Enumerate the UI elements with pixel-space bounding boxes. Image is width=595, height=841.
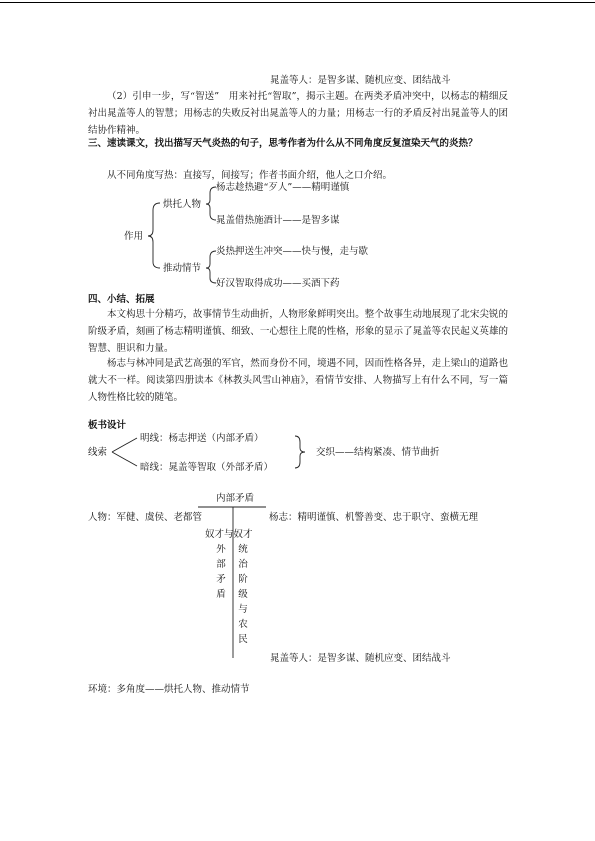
- board-people-right: 杨志：精明谨慎、机警善变、忠于职守、蛮横无理: [269, 512, 479, 523]
- board-servant-and-servant: 奴才与奴才: [205, 529, 253, 540]
- board-environment: 环境：多角度——烘托人物、推动情节: [88, 684, 250, 695]
- tree-leaf-yang-zhi-cautious: 杨志趁热避“歹人”——精明谨慎: [216, 182, 350, 193]
- section-4-heading: 四、小结、拓展: [88, 294, 155, 305]
- tree-leaf-heat-conflict: 炎热押送生冲突——快与慢，走与歇: [216, 246, 369, 257]
- board-interweave: 交织——结构紧凑、情节曲折: [316, 447, 440, 458]
- tree-root-function: 作用: [124, 231, 144, 242]
- tree-root-brace: [148, 203, 160, 268]
- paragraph-intro-point-2: （2）引申一步，写“智送” 用来衬托“智取”，揭示主题。在两类矛盾冲突中，以杨志的精细反衬出晁盖等人的智慧；用杨志的失败反衬出晁盖等人的力量；用杨志一行的矛盾反衬出晁盖等人的团结协作精神。: [88, 91, 508, 136]
- tree-branch1-brace: [206, 187, 216, 220]
- board-chao-gai-line: 晁盖等人：是智多谋、随机应变、团结战斗: [270, 653, 451, 664]
- board-clue-fork: [112, 438, 137, 466]
- tree-leaf-chao-gai-wine-plan: 晁盖借热施酒计——是智多谋: [216, 215, 340, 226]
- header-rule: [0, 2, 595, 3]
- tree-branch-advance-plot: 推动情节: [163, 263, 202, 274]
- board-right-brace: [295, 436, 305, 468]
- section-3-text: 从不同角度写热：直接写，间接写；作者书面介绍，他人之口介绍。: [107, 170, 393, 181]
- board-class-vertical: 统治阶级与农民: [238, 544, 248, 645]
- tree-branch2-brace: [206, 251, 216, 283]
- board-bright-line: 明线：杨志押送（内部矛盾）: [140, 433, 264, 444]
- chao-gai-summary-line: 晁盖等人：是智多谋、随机应变、团结战斗: [270, 75, 451, 86]
- board-people-left: 人物：军健、虞侯、老都管: [88, 512, 203, 523]
- board-outer-conflict-vertical: 外部矛盾: [216, 544, 226, 600]
- section-3-heading: 三、速读课文，找出描写天气炎热的句子，思考作者为什么从不同角度反复渲染天气的炎热？: [88, 138, 478, 149]
- board-design-title: 板书设计: [88, 420, 127, 431]
- paragraph-extension: 杨志与林冲同是武艺高强的军官，然而身份不同，境遇不同，因而性格各异，走上梁山的道路也就大不一样。阅读第四册读本《林教头风雪山神庙》，看情节安排、人物描写上有什么不同，写一篇人物性格比较的随笔。: [88, 358, 508, 403]
- paragraph-summary: 本文构思十分精巧，故事情节生动曲折，人物形象鲜明突出。整个故事生动地展现了北宋尖锐的阶级矛盾，刻画了杨志精明谨慎、细致、一心想往上爬的性格，形象的显示了晁盖等农民起义英雄的智慧、胆识和力量。: [88, 309, 508, 354]
- tree-leaf-heroes-succeed: 好汉智取得成功——买酒下药: [216, 278, 340, 289]
- board-dark-line: 暗线：晁盖等智取（外部矛盾）: [140, 462, 274, 473]
- board-inner-conflict: 内部矛盾: [216, 493, 255, 504]
- board-clue-label: 线索: [88, 447, 108, 458]
- tree-branch-foil-characters: 烘托人物: [163, 199, 202, 210]
